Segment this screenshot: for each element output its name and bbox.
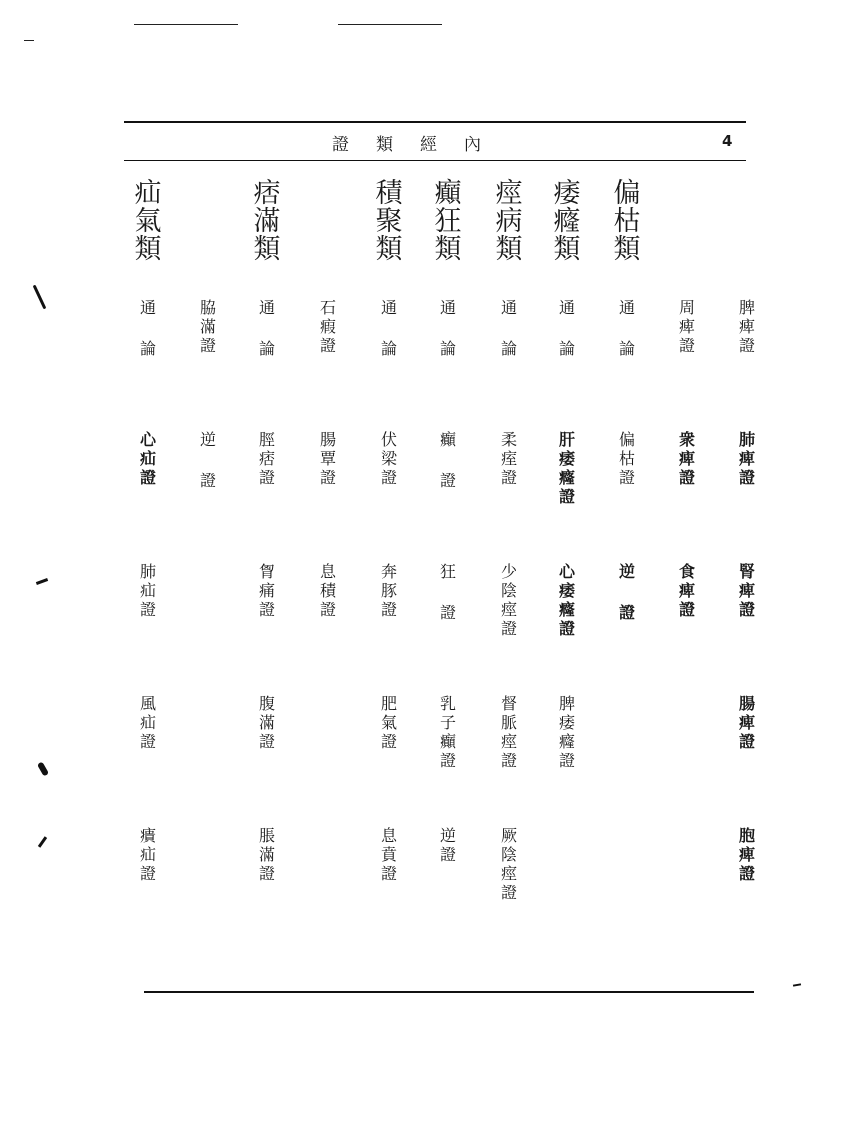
glyph: 通 [139, 298, 156, 317]
glyph: 衆 [678, 430, 695, 449]
glyph: 證 [380, 864, 397, 883]
glyph: 痺 [738, 449, 755, 468]
glyph: 類 [375, 234, 403, 265]
glyph: 氣 [134, 206, 162, 237]
glyph: 證 [258, 732, 275, 751]
glyph: 陰 [500, 581, 517, 600]
glyph: 枯 [613, 206, 641, 237]
glyph: 疝 [139, 845, 156, 864]
glyph: 通 [439, 298, 456, 317]
glyph: 類 [253, 234, 281, 265]
glyph: 積 [319, 581, 336, 600]
entry-c5-2 [372, 562, 406, 619]
entry-c2-0 [191, 298, 225, 355]
glyph: 證 [258, 864, 275, 883]
entry-c3-2 [250, 562, 284, 619]
glyph: 偏 [618, 430, 635, 449]
glyph: 論 [258, 339, 275, 358]
glyph: 證 [558, 487, 575, 506]
glyph: 證 [139, 732, 156, 751]
glyph: 痺 [738, 317, 755, 336]
glyph: 奔 [380, 562, 397, 581]
glyph: 證 [618, 468, 635, 487]
glyph: 滿 [199, 317, 216, 336]
glyph: 氣 [380, 713, 397, 732]
glyph: 少 [500, 562, 517, 581]
entry-c3-1 [250, 430, 284, 487]
glyph: 證 [139, 600, 156, 619]
glyph: 疝 [139, 581, 156, 600]
top-scan-line-right [338, 24, 442, 25]
entry-c10-2 [670, 562, 704, 619]
glyph: 通 [500, 298, 517, 317]
glyph: 賁 [380, 845, 397, 864]
margin-mark-2 [36, 578, 48, 585]
category-diankuang [431, 180, 465, 264]
page-number: 4 [722, 132, 733, 150]
glyph: 豚 [380, 581, 397, 600]
glyph: 證 [199, 471, 216, 490]
glyph: 證 [738, 600, 755, 619]
category-weilong [550, 180, 584, 264]
glyph: 痓 [500, 449, 517, 468]
glyph: 痿 [558, 449, 575, 468]
glyph: 梁 [380, 449, 397, 468]
glyph: 肺 [139, 562, 156, 581]
glyph: 證 [258, 468, 275, 487]
glyph: 證 [439, 845, 456, 864]
glyph: 痞 [253, 178, 281, 209]
entry-c5-0 [372, 298, 406, 358]
glyph: 厥 [500, 826, 517, 845]
margin-mark-3 [37, 761, 49, 776]
entry-c11-4 [730, 826, 764, 883]
glyph: 證 [678, 468, 695, 487]
glyph: 證 [319, 468, 336, 487]
glyph: 痺 [738, 713, 755, 732]
glyph: 證 [738, 864, 755, 883]
glyph: 食 [678, 562, 695, 581]
glyph: 胷 [258, 562, 275, 581]
entry-c5-4 [372, 826, 406, 883]
glyph: 癃 [558, 732, 575, 751]
entry-c11-1 [730, 430, 764, 487]
glyph: 胞 [738, 826, 755, 845]
glyph: 癃 [558, 468, 575, 487]
glyph: 積 [375, 178, 403, 209]
entry-c6-3 [431, 694, 465, 770]
glyph: 論 [439, 339, 456, 358]
entry-c3-0 [250, 298, 284, 358]
glyph: 逆 [439, 826, 456, 845]
glyph: 類 [613, 234, 641, 265]
header-top-rule [124, 121, 746, 123]
glyph: 論 [558, 339, 575, 358]
glyph: 腸 [319, 430, 336, 449]
entry-c8-2 [550, 562, 584, 638]
entry-c5-1 [372, 430, 406, 487]
glyph: 肝 [558, 430, 575, 449]
glyph: 周 [678, 298, 695, 317]
entry-c9-2 [610, 562, 644, 622]
glyph: 痺 [678, 449, 695, 468]
glyph: 類 [134, 234, 162, 265]
glyph: 滿 [258, 845, 275, 864]
glyph: 脛 [258, 430, 275, 449]
glyph: 通 [618, 298, 635, 317]
glyph: 覃 [319, 449, 336, 468]
glyph: 類 [434, 234, 462, 265]
glyph: 論 [380, 339, 397, 358]
entry-c1-0 [131, 298, 165, 358]
glyph: 腹 [258, 694, 275, 713]
category-jiju [372, 180, 406, 264]
bottom-rule [144, 991, 754, 993]
glyph: 伏 [380, 430, 397, 449]
glyph: 論 [500, 339, 517, 358]
glyph: 痿 [558, 581, 575, 600]
glyph: 痙 [500, 864, 517, 883]
glyph: 肥 [380, 694, 397, 713]
entry-c8-3 [550, 694, 584, 770]
glyph: 息 [319, 562, 336, 581]
glyph: 證 [380, 600, 397, 619]
glyph: 督 [500, 694, 517, 713]
margin-mark-1 [33, 285, 47, 310]
header-title: 證類經內 [332, 135, 508, 155]
glyph: 脈 [500, 713, 517, 732]
entry-c6-1 [431, 430, 465, 490]
entry-c1-3 [131, 694, 165, 751]
entry-c3-4 [250, 826, 284, 883]
glyph: 痺 [678, 581, 695, 600]
glyph: 證 [558, 619, 575, 638]
entry-c11-0 [730, 298, 764, 355]
entry-c1-1 [131, 430, 165, 487]
entry-c6-0 [431, 298, 465, 358]
glyph: 脾 [558, 694, 575, 713]
corner-scan-mark [24, 40, 34, 41]
glyph: 心 [139, 430, 156, 449]
category-shanqi [131, 180, 165, 264]
entry-c6-4 [431, 826, 465, 864]
glyph: 證 [439, 603, 456, 622]
glyph: 通 [258, 298, 275, 317]
glyph: 證 [500, 468, 517, 487]
entry-c7-3 [492, 694, 526, 770]
glyph: 證 [319, 336, 336, 355]
glyph: 偏 [613, 178, 641, 209]
glyph: 㿉 [139, 826, 156, 845]
glyph: 乳 [439, 694, 456, 713]
entry-c4-0 [311, 298, 345, 355]
glyph: 痺 [678, 317, 695, 336]
glyph: 證 [258, 600, 275, 619]
glyph: 癲 [439, 732, 456, 751]
glyph: 石 [319, 298, 336, 317]
glyph: 類 [553, 234, 581, 265]
entry-c1-2 [131, 562, 165, 619]
glyph: 類 [495, 234, 523, 265]
glyph: 證 [439, 751, 456, 770]
glyph: 柔 [500, 430, 517, 449]
margin-mark-4 [38, 836, 47, 848]
glyph: 狂 [434, 206, 462, 237]
glyph: 陰 [500, 845, 517, 864]
glyph: 逆 [618, 562, 635, 581]
entry-c3-3 [250, 694, 284, 751]
glyph: 證 [139, 864, 156, 883]
entry-c2-1 [191, 430, 225, 490]
glyph: 痙 [500, 600, 517, 619]
category-jingbing [492, 180, 526, 264]
glyph: 滿 [258, 713, 275, 732]
entry-c4-2 [311, 562, 345, 619]
category-pianku [610, 180, 644, 264]
entry-c4-1 [311, 430, 345, 487]
entry-c11-2 [730, 562, 764, 619]
glyph: 痿 [558, 713, 575, 732]
glyph: 滿 [253, 206, 281, 237]
glyph: 逆 [199, 430, 216, 449]
glyph: 脹 [258, 826, 275, 845]
glyph: 痙 [495, 178, 523, 209]
glyph: 證 [199, 336, 216, 355]
glyph: 通 [380, 298, 397, 317]
glyph: 證 [500, 883, 517, 902]
glyph: 風 [139, 694, 156, 713]
glyph: 痿 [553, 178, 581, 209]
glyph: 子 [439, 713, 456, 732]
entry-c5-3 [372, 694, 406, 751]
entry-c9-1 [610, 430, 644, 487]
entry-c7-4 [492, 826, 526, 902]
entry-c11-3 [730, 694, 764, 751]
entry-c8-1 [550, 430, 584, 506]
glyph: 聚 [375, 206, 403, 237]
entry-c7-2 [492, 562, 526, 638]
glyph: 證 [678, 336, 695, 355]
glyph: 痛 [258, 581, 275, 600]
glyph: 痺 [738, 845, 755, 864]
glyph: 息 [380, 826, 397, 845]
glyph: 證 [558, 751, 575, 770]
glyph: 瘕 [319, 317, 336, 336]
glyph: 證 [319, 600, 336, 619]
glyph: 證 [439, 471, 456, 490]
glyph: 疝 [139, 449, 156, 468]
glyph: 心 [558, 562, 575, 581]
glyph: 通 [558, 298, 575, 317]
header-bottom-rule [124, 160, 746, 161]
entry-c6-2 [431, 562, 465, 622]
entry-c7-1 [492, 430, 526, 487]
entry-c8-0 [550, 298, 584, 358]
glyph: 癲 [439, 430, 456, 449]
glyph: 癃 [553, 206, 581, 237]
glyph: 脾 [738, 298, 755, 317]
entry-c10-0 [670, 298, 704, 355]
glyph: 疝 [139, 713, 156, 732]
top-scan-line-left [134, 24, 238, 25]
glyph: 論 [618, 339, 635, 358]
glyph: 腸 [738, 694, 755, 713]
entry-c10-1 [670, 430, 704, 487]
margin-mark-5 [793, 983, 801, 986]
glyph: 癃 [558, 600, 575, 619]
glyph: 癲 [434, 178, 462, 209]
glyph: 狂 [439, 562, 456, 581]
glyph: 疝 [134, 178, 162, 209]
glyph: 證 [380, 732, 397, 751]
glyph: 痙 [500, 732, 517, 751]
glyph: 病 [495, 206, 523, 237]
glyph: 證 [500, 751, 517, 770]
glyph: 證 [738, 336, 755, 355]
glyph: 證 [738, 468, 755, 487]
glyph: 脇 [199, 298, 216, 317]
entry-c7-0 [492, 298, 526, 358]
glyph: 枯 [618, 449, 635, 468]
glyph: 肺 [738, 430, 755, 449]
entry-c1-4 [131, 826, 165, 883]
glyph: 論 [139, 339, 156, 358]
glyph: 證 [139, 468, 156, 487]
glyph: 證 [738, 732, 755, 751]
glyph: 證 [500, 619, 517, 638]
glyph: 證 [678, 600, 695, 619]
category-piman [250, 180, 284, 264]
glyph: 證 [380, 468, 397, 487]
glyph: 腎 [738, 562, 755, 581]
glyph: 痺 [738, 581, 755, 600]
entry-c9-0 [610, 298, 644, 358]
glyph: 痞 [258, 449, 275, 468]
glyph: 證 [618, 603, 635, 622]
